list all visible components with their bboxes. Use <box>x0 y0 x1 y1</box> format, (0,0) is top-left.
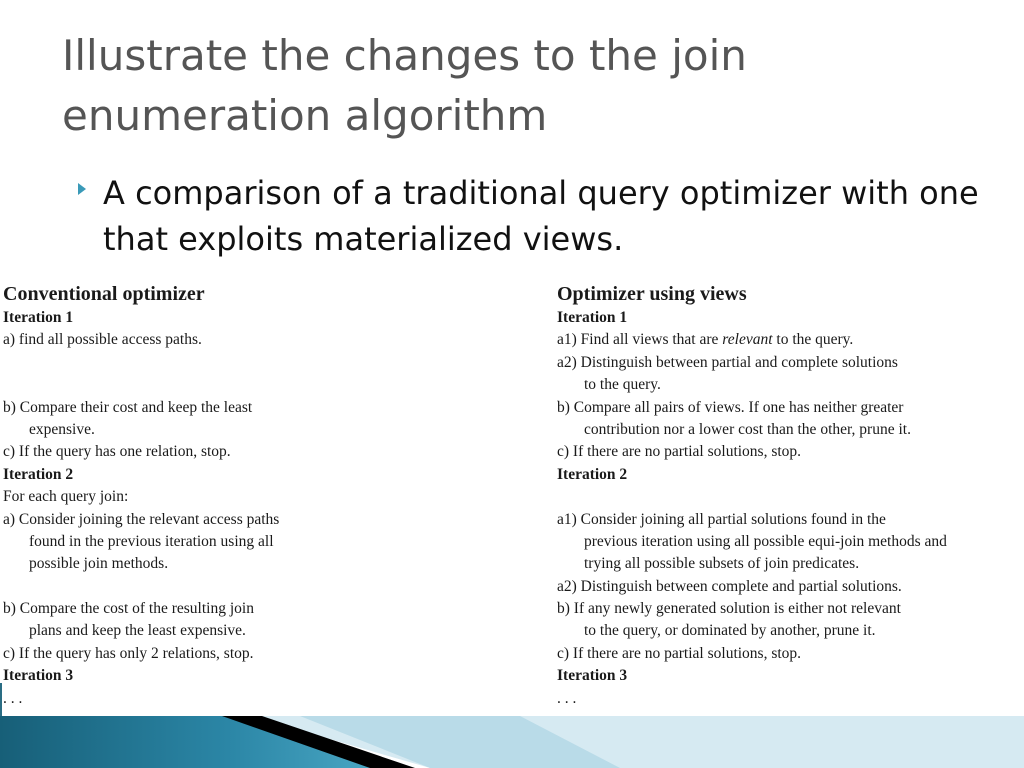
blank-line <box>3 352 523 374</box>
step-line-continued: trying all possible subsets of join predicates. <box>584 555 860 573</box>
step-line-continued: plans and keep the least expensive. <box>29 622 246 640</box>
step-line: a) Consider joining the relevant access paths <box>3 510 280 528</box>
relevant-emphasis: relevant <box>722 331 773 349</box>
column-heading: Optimizer using views <box>557 283 747 305</box>
step-line-continued: expensive. <box>29 420 95 438</box>
step-line: a2) Distinguish between partial and complete solutions <box>557 353 898 371</box>
iteration-label: Iteration 2 <box>557 465 628 483</box>
step-line-continued: contribution nor a lower cost than the other, prune it. <box>584 420 911 438</box>
step-line: a1) Consider joining all partial solutions found in the <box>557 510 886 528</box>
ellipsis: . . . <box>3 689 23 707</box>
step-line-continued: found in the previous iteration using all <box>29 532 274 550</box>
iteration-label: Iteration 2 <box>3 465 74 483</box>
step-text: to the query. <box>772 331 854 349</box>
step-line: b) Compare their cost and keep the least <box>3 398 253 416</box>
footer-decoration <box>0 716 1024 768</box>
step-line: c) If the query has only 2 relations, stop. <box>3 644 254 662</box>
bullet-text: A comparison of a traditional query optimizer with one that exploits materialized views. <box>103 174 979 258</box>
step-line-continued: to the query, or dominated by another, prune it. <box>584 622 876 640</box>
ellipsis: . . . <box>557 689 577 707</box>
step-line: c) If there are no partial solutions, stop. <box>557 644 802 662</box>
step-line: c) If the query has one relation, stop. <box>3 443 231 461</box>
step-line: b) Compare the cost of the resulting join <box>3 600 254 618</box>
step-line: b) Compare all pairs of views. If one has neither greater <box>557 398 904 416</box>
step-text: a1) Find all views that are <box>557 331 723 349</box>
column-heading: Conventional optimizer <box>3 283 205 305</box>
iteration-label: Iteration 3 <box>3 667 74 685</box>
step-line <box>557 329 1024 351</box>
iteration-label: Iteration 1 <box>557 309 628 326</box>
bullet-item <box>78 170 998 262</box>
slide-title: Illustrate the changes to the join enumeration algorithm <box>62 31 747 140</box>
views-optimizer-column <box>557 282 1024 710</box>
bullet-arrow-icon <box>78 183 86 195</box>
blank-line <box>3 374 523 396</box>
step-line: c) If there are no partial solutions, stop. <box>557 443 802 461</box>
iteration-label: Iteration 3 <box>557 667 628 685</box>
conventional-optimizer-column <box>3 282 523 710</box>
step-line-continued: to the query. <box>584 376 661 394</box>
blank-line <box>557 486 1024 508</box>
iteration-label: Iteration 1 <box>3 309 74 326</box>
step-line: For each query join: <box>3 488 129 506</box>
step-line-continued: previous iteration using all possible equi-join methods and <box>584 532 947 550</box>
step-line: b) If any newly generated solution is either not relevant <box>557 600 901 618</box>
step-line: a) find all possible access paths. <box>3 331 202 349</box>
step-line-continued: possible join methods. <box>29 555 169 573</box>
blank-line <box>3 576 523 598</box>
step-line: a2) Distinguish between complete and partial solutions. <box>557 577 902 595</box>
